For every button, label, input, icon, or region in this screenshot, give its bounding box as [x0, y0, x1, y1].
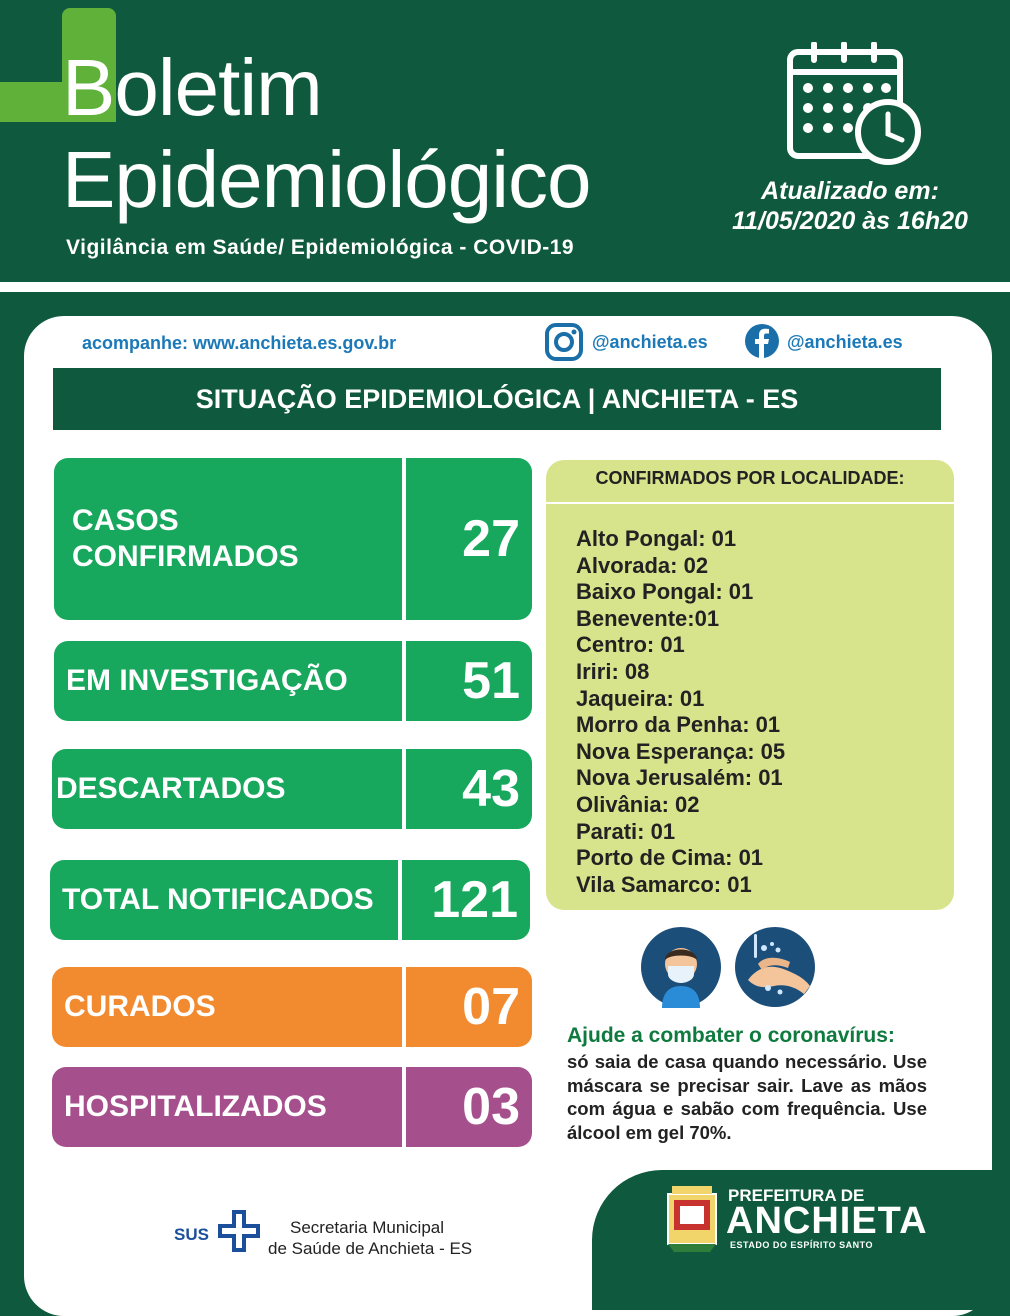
calendar-clock-icon — [786, 42, 926, 166]
updated-value: 11/05/2020 às 16h20 — [732, 207, 968, 235]
sus-label: SUS — [174, 1225, 209, 1244]
facebook-icon[interactable] — [745, 324, 779, 358]
secretaria-line2: de Saúde de Anchieta - ES — [268, 1239, 473, 1258]
list-item: Nova Esperança: 05 — [576, 738, 786, 764]
updated-date — [700, 176, 1000, 236]
list-item: Alvorada: 02 — [576, 552, 709, 578]
stat-label: DESCARTADOS — [56, 772, 286, 805]
stat-value: 27 — [402, 458, 532, 620]
list-item: Parati: 01 — [576, 818, 676, 844]
stat-label: TOTAL NOTIFICADOS — [62, 883, 374, 916]
stat-label: HOSPITALIZADOS — [64, 1090, 327, 1123]
header-accent — [0, 82, 62, 122]
advice-body: só saia de casa quando necessário. Use máscara se precisar sair. Lave as mãos com água e sabão com frequência. Use álcool em gel 70%. — [567, 1051, 927, 1143]
localities-list — [576, 526, 785, 898]
prefeitura-line1: PREFEITURA DE — [728, 1186, 865, 1205]
instagram-icon[interactable] — [544, 322, 584, 362]
list-item: Iriri: 08 — [576, 658, 650, 684]
header-divider — [0, 282, 1010, 292]
updated-label: Atualizado em: — [761, 177, 939, 205]
stat-card-recovered — [52, 967, 532, 1047]
list-item: Vila Samarco: 01 — [576, 871, 752, 897]
stat-card-confirmed — [54, 458, 532, 620]
face-mask-icon — [640, 926, 722, 1008]
stat-card-discarded — [52, 749, 532, 829]
list-item: Olivânia: 02 — [576, 791, 700, 817]
website-link[interactable]: acompanhe: www.anchieta.es.gov.br — [82, 333, 397, 353]
stat-label — [54, 458, 299, 620]
stat-value: 121 — [398, 860, 530, 940]
page-title-line2: Epidemiológico — [62, 135, 591, 224]
secretaria-line1: Secretaria Municipal — [290, 1218, 445, 1237]
prefeitura-line2: ANCHIETA — [726, 1200, 928, 1242]
list-item: Jaqueira: 01 — [576, 685, 705, 711]
hand-washing-icon — [734, 926, 816, 1008]
stat-value: 43 — [402, 749, 532, 829]
stat-card-investigation — [54, 641, 532, 721]
stat-card-hospitalized — [52, 1067, 532, 1147]
stat-value: 07 — [402, 967, 532, 1047]
list-item: Nova Jerusalém: 01 — [576, 765, 783, 791]
stat-card-total — [50, 860, 530, 940]
stat-value: 03 — [402, 1067, 532, 1147]
list-item: Centro: 01 — [576, 632, 685, 658]
localities-divider — [546, 502, 954, 504]
stat-value: 51 — [402, 641, 532, 721]
page-subtitle: Vigilância em Saúde/ Epidemiológica - COVID-19 — [66, 236, 575, 259]
prefeitura-line3: ESTADO DO ESPÍRITO SANTO — [730, 1240, 874, 1250]
facebook-handle[interactable]: @anchieta.es — [787, 332, 903, 352]
list-item: Alto Pongal: 01 — [576, 526, 737, 551]
list-item: Porto de Cima: 01 — [576, 845, 764, 871]
stat-label: EM INVESTIGAÇÃO — [66, 664, 348, 697]
stat-label-line1: CASOS — [72, 504, 179, 537]
city-crest-icon — [664, 1184, 720, 1252]
advice-heading: Ajude a combater o coronavírus: — [567, 1024, 895, 1047]
list-item: Baixo Pongal: 01 — [576, 579, 754, 605]
list-item: Benevente:01 — [576, 605, 720, 631]
stat-label: CURADOS — [64, 990, 216, 1023]
instagram-handle[interactable]: @anchieta.es — [592, 332, 708, 352]
situation-banner: SITUAÇÃO EPIDEMIOLÓGICA | ANCHIETA - ES — [53, 368, 941, 430]
stat-label-line2: CONFIRMADOS — [72, 540, 299, 573]
list-item: Morro da Penha: 01 — [576, 712, 781, 738]
page-title-line1: Boletim — [62, 43, 322, 132]
localities-heading: CONFIRMADOS POR LOCALIDADE: — [595, 468, 905, 488]
sus-logo — [170, 1206, 270, 1260]
